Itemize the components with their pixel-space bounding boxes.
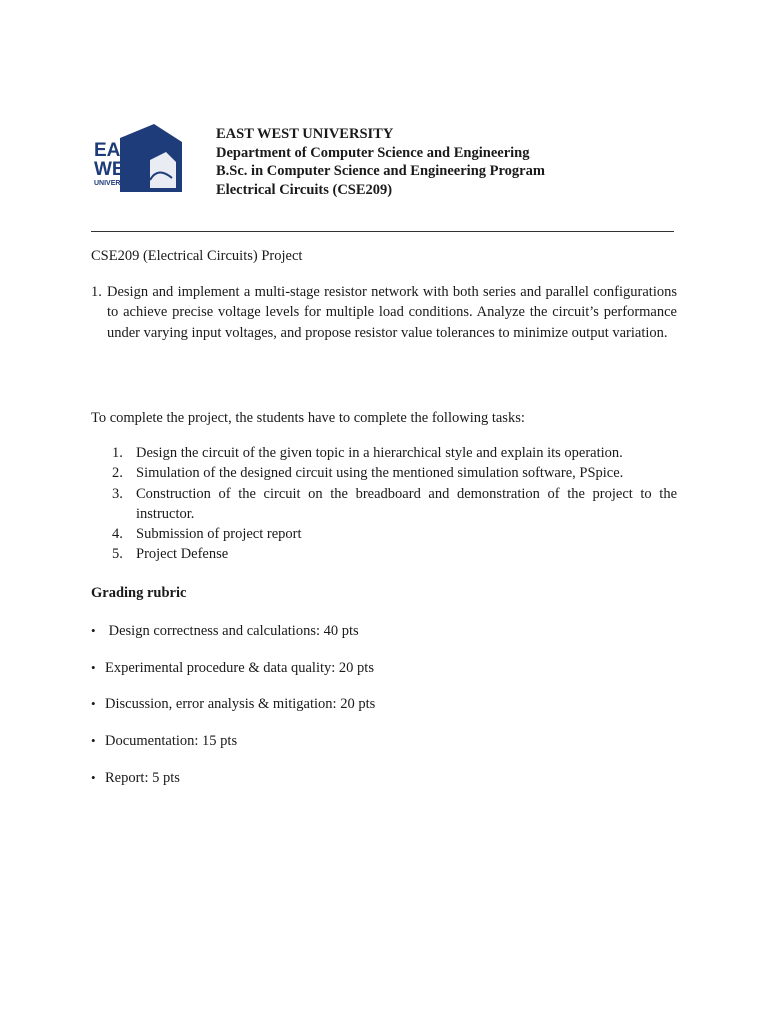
list-item xyxy=(112,544,677,564)
topic-number: 1. xyxy=(91,284,102,300)
header-divider xyxy=(91,231,674,232)
program-name: B.Sc. in Computer Science and Engineering Program xyxy=(216,163,545,179)
rubric-item xyxy=(91,733,237,750)
list-item xyxy=(112,524,677,544)
task-number: 5. xyxy=(112,546,123,563)
rubric-title: Grading rubric xyxy=(91,585,187,601)
logo-text-east: EAST xyxy=(94,140,145,161)
topic-text: Design and implement a multi-stage resistor network with both series and parallel configurations to achieve precise voltage levels for multiple load conditions. Analyze the circuit’s performance under varying input voltages, and propose resistor value tolerances to minimize output variation. xyxy=(107,284,677,341)
task-text: Construction of the circuit on the breadboard and demonstration of the project to the instructor. xyxy=(136,485,677,522)
rubric-item-text: Design correctness and calculations: 40 pts xyxy=(105,623,359,639)
rubric-item-text: Report: 5 pts xyxy=(105,770,180,786)
list-item xyxy=(112,443,677,463)
task-list xyxy=(112,443,677,565)
rubric-item xyxy=(91,660,374,677)
document-header xyxy=(216,125,545,199)
bullet-icon: • xyxy=(91,623,96,638)
bullet-icon: • xyxy=(91,660,96,675)
bullet-icon: • xyxy=(91,733,96,748)
task-number: 4. xyxy=(112,526,123,543)
bullet-icon: • xyxy=(91,770,96,785)
task-number: 1. xyxy=(112,445,123,461)
rubric-item xyxy=(91,696,375,713)
logo-text-west: WEST xyxy=(94,159,149,180)
task-text: Design the circuit of the given topic in a hierarchical style and explain its operation. xyxy=(136,445,623,461)
rubric-item-text: Documentation: 15 pts xyxy=(105,733,238,749)
bullet-icon: • xyxy=(91,696,96,711)
tasks-intro: To complete the project, the students have to complete the following tasks: xyxy=(91,410,525,426)
project-topic xyxy=(91,282,677,343)
rubric-item xyxy=(91,623,359,640)
task-text: Project Defense xyxy=(136,546,229,563)
task-number: 2. xyxy=(112,465,123,482)
course-name: Electrical Circuits (CSE209) xyxy=(216,181,393,198)
rubric-item-text: Discussion, error analysis & mitigation: 20 pts xyxy=(105,696,376,712)
task-text: Simulation of the designed circuit using the mentioned simulation software, PSpice. xyxy=(136,465,624,482)
task-text: Submission of project report xyxy=(136,526,302,543)
department-name: Department of Computer Science and Engineering xyxy=(216,144,530,161)
list-item xyxy=(112,484,677,525)
rubric-item xyxy=(91,770,180,787)
university-logo xyxy=(92,122,188,194)
project-heading: CSE209 (Electrical Circuits) Project xyxy=(91,248,303,264)
task-number: 3. xyxy=(112,485,123,502)
university-name: EAST WEST UNIVERSITY xyxy=(216,126,394,142)
list-item xyxy=(112,463,677,483)
logo-text-university: UNIVERSITY xyxy=(94,180,137,187)
rubric-item-text: Experimental procedure & data quality: 20 pts xyxy=(105,660,374,676)
